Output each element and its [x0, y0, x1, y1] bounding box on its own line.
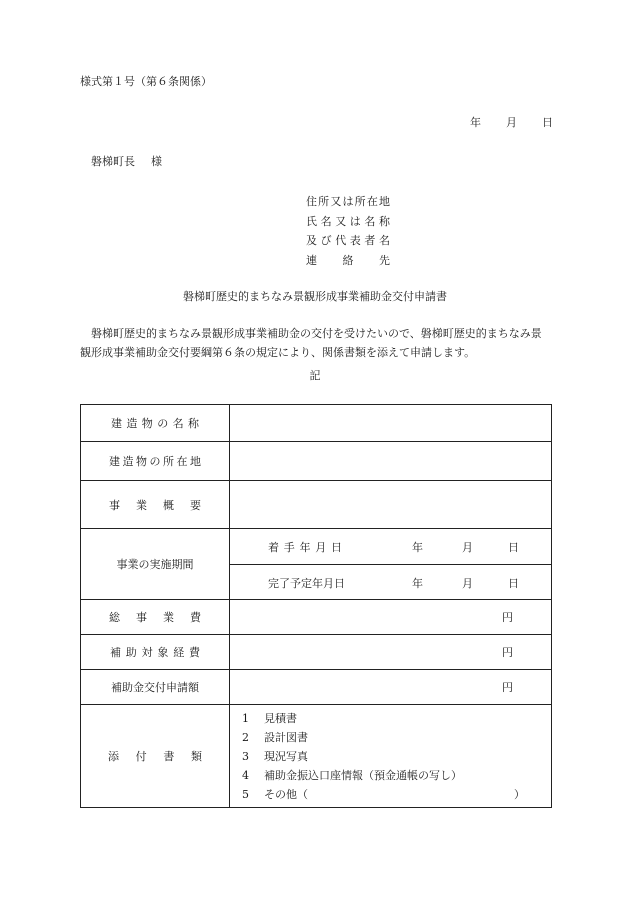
- date-month-label: 月: [506, 116, 517, 129]
- addressee: [91, 153, 162, 169]
- completion-year-label: 年: [412, 577, 423, 590]
- project-summary-value[interactable]: [230, 481, 552, 529]
- eligible-cost-label: 補助対象経費: [81, 635, 230, 670]
- project-period-label: 事業の実施期間: [81, 529, 230, 600]
- total-cost-value[interactable]: 円: [230, 600, 552, 635]
- building-location-label: 建造物の所在地: [81, 442, 230, 481]
- start-day-label: 日: [508, 541, 519, 554]
- applicant-contact-label: 連絡先: [306, 254, 390, 268]
- form-number: 様式第１号（第６条関係）: [80, 75, 212, 88]
- table-row: [81, 405, 552, 442]
- addressee-honorific: 様: [151, 155, 162, 168]
- date-day-label: 日: [542, 116, 553, 129]
- attachments-label: 添付書類: [81, 705, 230, 808]
- table-row: [81, 442, 552, 481]
- body-text: 磐梯町歴史的まちなみ景観形成事業補助金の交付を受けたいので、磐梯町歴史的まちなみ景観形成事業補助金交付要綱第６条の規定により、関係書類を添えて申請します。: [80, 327, 542, 359]
- requested-amount-label: 補助金交付申請額: [81, 670, 230, 705]
- start-year-label: 年: [412, 541, 423, 554]
- table-row: [81, 529, 552, 565]
- start-date-cell[interactable]: [230, 529, 552, 565]
- attachments-list: [230, 705, 552, 808]
- applicant-representative-label: 及び代表者名: [306, 234, 390, 248]
- list-item: 5 その他（ ）: [242, 785, 551, 804]
- table-row: [81, 600, 552, 635]
- building-name-value[interactable]: [230, 405, 552, 442]
- completion-date-cell[interactable]: [230, 565, 552, 600]
- completion-date-label: 完了予定年月日: [268, 577, 345, 590]
- addressee-name: 磐梯町長: [91, 155, 135, 168]
- list-item: 2 設計図書: [242, 731, 308, 744]
- ki-heading: 記: [309, 369, 321, 382]
- completion-month-label: 月: [462, 577, 473, 590]
- building-name-label: 建造物の名称: [81, 405, 230, 442]
- date-year-label: 年: [470, 116, 481, 129]
- list-item: 1 見積書: [242, 712, 297, 725]
- table-row: [81, 635, 552, 670]
- applicant-block: [306, 192, 390, 271]
- application-table: [80, 404, 552, 808]
- building-location-value[interactable]: [230, 442, 552, 481]
- table-row: [81, 481, 552, 529]
- applicant-address-label: 住所又は所在地: [306, 195, 390, 208]
- table-row: [81, 705, 552, 808]
- start-date-label: 着手年月日: [268, 541, 342, 554]
- table-row: [81, 670, 552, 705]
- applicant-name-label: 氏名又は名称: [306, 214, 390, 228]
- completion-day-label: 日: [508, 577, 519, 590]
- total-cost-label: 総事業費: [81, 600, 230, 635]
- project-summary-label: 事業概要: [81, 481, 230, 529]
- document-title: 磐梯町歴史的まちなみ景観形成事業補助金交付申請書: [183, 290, 447, 303]
- list-item: 4 補助金振込口座情報（預金通帳の写し）: [242, 769, 462, 782]
- requested-amount-value[interactable]: 円: [230, 670, 552, 705]
- start-month-label: 月: [462, 541, 473, 554]
- list-item: 3 現況写真: [242, 750, 308, 763]
- other-close-paren: ）: [514, 788, 525, 801]
- eligible-cost-value[interactable]: 円: [230, 635, 552, 670]
